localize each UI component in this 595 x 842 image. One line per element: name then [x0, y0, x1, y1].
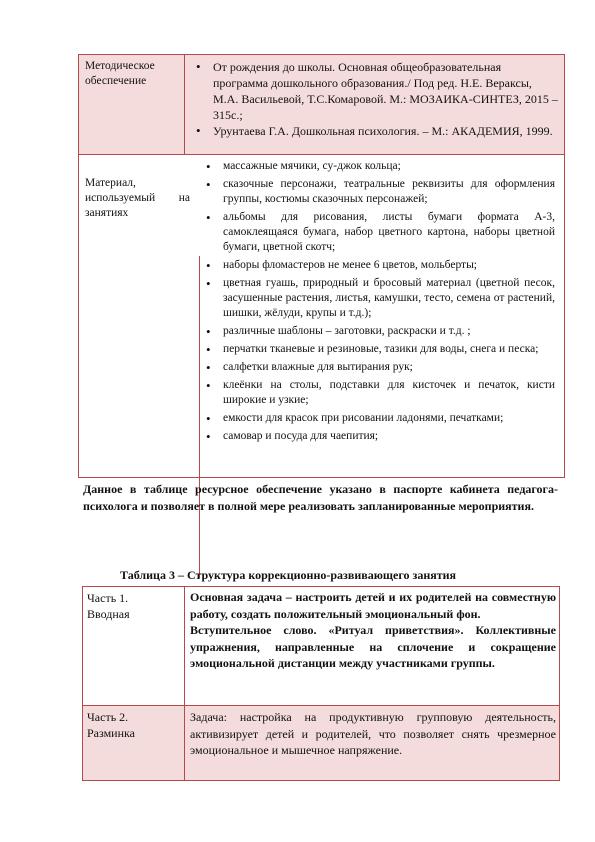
methodical-list: [189, 59, 559, 139]
list-item: • самовар и посуда для чаепития;: [203, 429, 555, 444]
list-item: • От рождения до школы. Основная общеобразовательная программа дошкольного образования./ Под ред. Н.Е. Вераксы, М.А. Васильевой, Т.С.Комаровой. М.: МОЗАИКА-СИНТЕЗ, 2015 – 315с.;: [189, 59, 559, 123]
list-item: • цветная гуашь, природный и бросовый материал (цветной песок, засушенные растения, листья, камушки, тесто, семена от растений, шишки, жёлуди, крупы и т.д.);: [203, 276, 555, 321]
table-row-materials: [78, 154, 565, 478]
resources-paragraph: Данное в таблице ресурсное обеспечение указано в паспорте кабинета педагога-психолога и позволяет в полной мере реализовать запланированные мероприятия.: [83, 482, 558, 513]
list-item: • клеёнки на столы, подставки для кисточек и печаток, кисти широкие и узкие;: [203, 378, 555, 408]
materials-list: [203, 159, 555, 444]
list-item: • емкости для красок при рисовании ладонями, печатками;: [203, 411, 555, 426]
list-item: • альбомы для рисования, листы бумаги формата А-3, самоклеящаяся бумага, набор цветного картона, наборы цветной бумаги, цветной скотч;: [203, 210, 555, 255]
list-item: • наборы фломастеров не менее 6 цветов, мольберты;: [203, 258, 555, 273]
row-label-methodical: Методическое обеспечение: [85, 60, 155, 87]
lesson-structure-table: [82, 586, 560, 781]
row-text-intro: [190, 589, 556, 672]
part-number: Часть 1.: [87, 591, 129, 605]
table-title: Таблица 3 – Структура коррекционно-развивающего занятия: [120, 568, 457, 582]
row-text-warmup: [190, 709, 556, 759]
task-text: Основная задача – настроить детей и их родителей на совместную работу, создать положительный эмоциональный фон.: [190, 590, 556, 621]
part-name: Вводная: [87, 607, 130, 621]
column-divider: [184, 706, 185, 781]
list-item: • сказочные персонажи, театральные реквизиты для оформления группы, костюмы сказочных персонажей;: [203, 177, 555, 207]
part-name: Разминка: [87, 726, 135, 740]
row-label-warmup: [87, 709, 135, 741]
list-item: • салфетки влажные для вытирания рук;: [203, 360, 555, 375]
part-number: Часть 2.: [87, 710, 129, 724]
column-divider: [184, 55, 185, 155]
list-item: • Урунтаева Г.А. Дошкольная психология. – М.: АКАДЕМИЯ, 1999.: [189, 123, 559, 139]
column-divider: [199, 256, 200, 578]
list-item: • массажные мячики, су-джок кольца;: [203, 159, 555, 174]
resources-table: [78, 54, 565, 478]
column-divider: [184, 587, 185, 706]
row-label-intro: [87, 590, 130, 622]
list-item: • перчатки тканевые и резиновые, тазики для воды, снега и песка;: [203, 342, 555, 357]
list-item: • различные шаблоны – заготовки, раскраски и т.д. ;: [203, 324, 555, 339]
task-text: Задача: настройка на продуктивную групповую деятельность, активизирует детей и родителей, что позволяет снять чрезмерное эмоциональное и мышечное напряжение.: [190, 710, 556, 757]
table-row-methodical: [78, 54, 565, 155]
table-row-warmup: [82, 705, 560, 781]
table-row-intro: [82, 586, 560, 706]
activity-text: Вступительное слово. «Ритуал приветствия». Коллективные упражнения, направленные на сплочение и сокращение эмоциональной дистанции между участниками группы.: [190, 623, 556, 670]
row-label-materials: Материал, используемый на занятиях: [85, 177, 190, 219]
